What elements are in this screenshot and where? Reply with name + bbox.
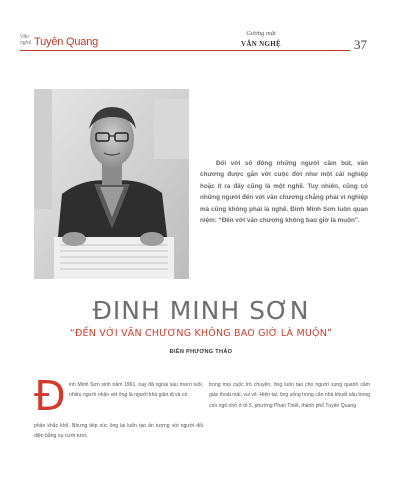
article-author: ĐIỀN PHƯƠNG THẢO — [169, 349, 233, 355]
body-column-1-top: inh Minh Sơn sinh năm 1961, nay đã ngoài sáu mươi tuổi, nhiều người nhận xét ông là người khá giản dị và có — [69, 382, 203, 399]
section-label-top: Gương mặt — [246, 30, 276, 37]
intro-paragraph: Đối với số đông những người cầm bút, văn chương được gắn với cuộc đời như một cái nghiệp hoặc ít ra đấy cũng là một nghề. Tuy nhiên, cũng có những người đến với văn chương chẳng phải vì nghiệp mà cũng không phải là nghề. Đinh Minh Sơn luôn quan niệm: “Đến với văn chương không bao giờ là muộn”. — [200, 160, 368, 225]
body-column-1-bottom: phần khắc khổ. Nhưng tiếp xúc ông lại luôn tạo ấn tượng với người đối diện bằng nụ cười tươi, — [34, 423, 203, 440]
section-label — [228, 30, 294, 48]
article-title: ĐINH MINH SƠN — [92, 296, 310, 325]
page-number: 37 — [354, 37, 367, 52]
article-subtitle: “ĐẾN VỚI VĂN CHƯƠNG KHÔNG BAO GIỜ LÀ MUỘN” — [69, 328, 333, 339]
body-column-2: trong mọi cuộc trò chuyện, ông luôn tạo cho người xung quanh cảm giác thoải mái, vui vẻ. Hiện tại, ông sống trong căn nhà khuất sâu trong con ngõ nhỏ ở tổ 5, phường Phan Thiết, thành phố Tuyên Quang. — [209, 382, 370, 409]
portrait-photo — [34, 89, 189, 279]
section-label-bottom: VĂN NGHỆ — [241, 40, 281, 48]
portrait-photo-graphic — [34, 89, 189, 279]
drop-cap: Đ — [34, 372, 66, 420]
logo-main-text: Tuyên Quang — [34, 36, 99, 48]
logo-small-text: Văn nghệ — [20, 34, 32, 46]
header-rule — [20, 50, 350, 51]
